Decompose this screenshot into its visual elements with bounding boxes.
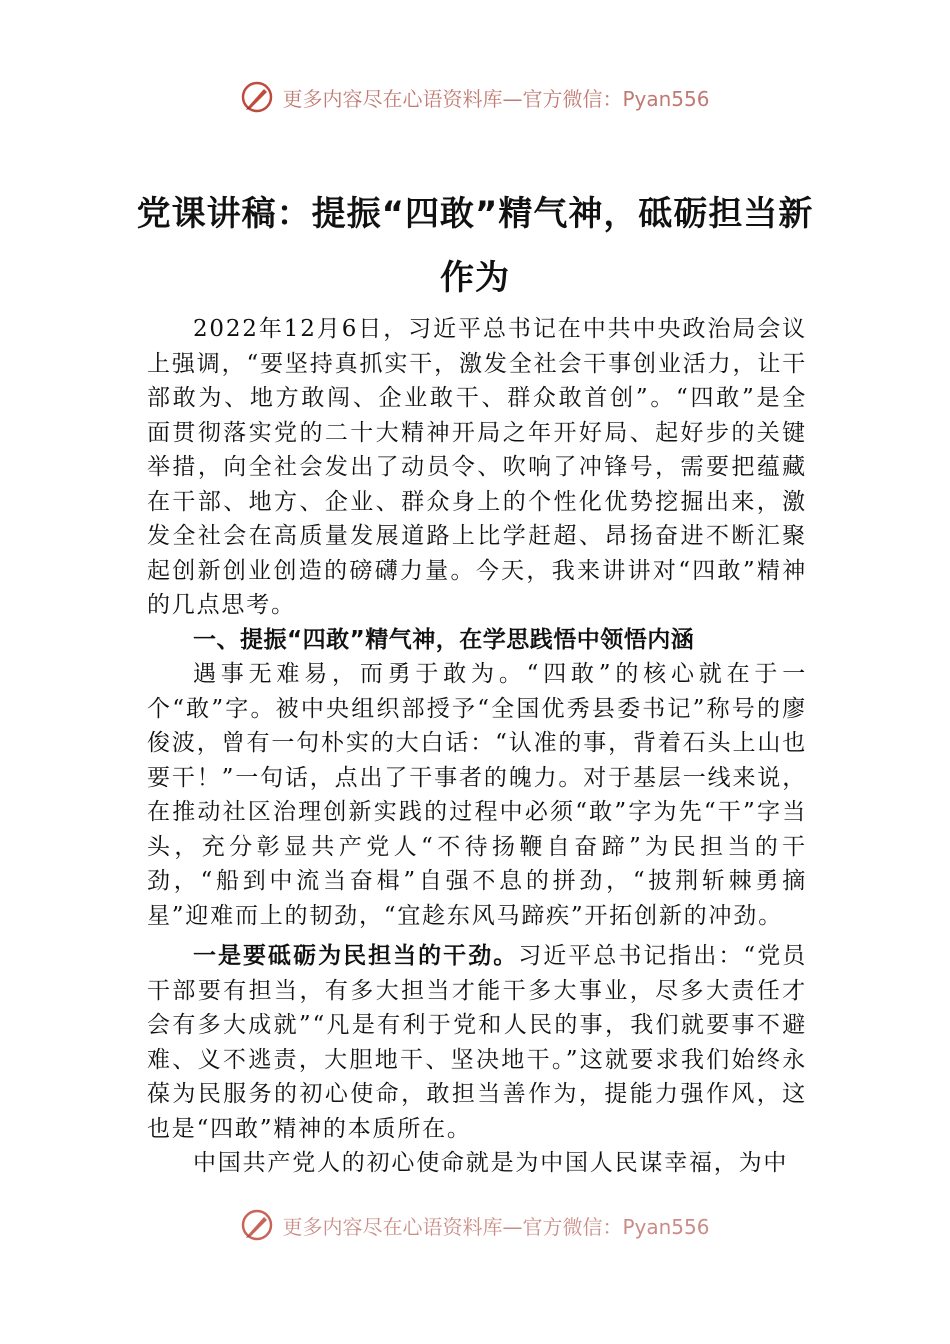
pen-quill-logo-icon <box>240 1208 274 1242</box>
point-body: 习近平总书记指出：“党员干部要有担当，有多大担当才能干多大事业，尽多大责任才会有多大成就”“凡是有利于党和人民的事，我们就要事不避难、义不逃责，大胆地干、坚决地干。”这就要求我们始终永葆为民服务的初心使命，敢担当善作为，提能力强作风，这也是“四敢”精神的本质所在。 <box>147 943 808 1142</box>
point-lead: 一是要砥砺为民担当的干劲。 <box>193 943 519 969</box>
document-title: 党课讲稿：提振“四敢”精气神，砥砺担当新作为 <box>136 194 814 298</box>
point-paragraph <box>147 939 807 1146</box>
section-paragraph: 遇事无难易，而勇于敢为。“四敢”的核心就在于一个“敢”字。被中央组织部授予“全国优秀县委书记”称号的廖俊波，曾有一句朴实的大白话：“认准的事，背着石头上山也要干！”一句话，点出了干事者的魄力。对于基层一线来说，在推动社区治理创新实践的过程中必须“敢”字为先“干”字当头，充分彰显共产党人“不待扬鞭自奋蹄”为民担当的干劲，“船到中流当奋楫”自强不息的拼劲，“披荆斩棘勇摘星”迎难而上的韧劲，“宜趁东风马蹄疾”开拓创新的冲劲。 <box>147 661 807 929</box>
section-heading: 一、提振“四敢”精气神，在学思践悟中领悟内涵 <box>193 626 695 653</box>
last-paragraph: 中国共产党人的初心使命就是为中国人民谋幸福，为中 <box>193 1150 789 1176</box>
pen-quill-logo-icon <box>240 80 274 114</box>
header-watermark <box>0 80 950 114</box>
document-body <box>147 312 807 1181</box>
intro-paragraph: 2022年12月6日，习近平总书记在中共中央政治局会议上强调，“要坚持真抓实干，激发全社会干事创业活力，让干部敢为、地方敢闯、企业敢干、群众敢首创”。“四敢”是全面贯彻落实党的二十大精神开局之年开好局、起好步的关键举措，向全社会发出了动员令、吹响了冲锋号，需要把蕴藏在干部、地方、企业、群众身上的个性化优势挖掘出来，激发全社会在高质量发展道路上比学赶超、昂扬奋进不断汇聚起创新创业创造的磅礴力量。今天，我来讲讲对“四敢”精神的几点思考。 <box>147 316 807 618</box>
footer-watermark <box>0 1208 950 1242</box>
footer-watermark-text: 更多内容尽在心语资料库—官方微信：Pyan556 <box>282 1214 710 1239</box>
header-watermark-text: 更多内容尽在心语资料库—官方微信：Pyan556 <box>282 86 710 111</box>
